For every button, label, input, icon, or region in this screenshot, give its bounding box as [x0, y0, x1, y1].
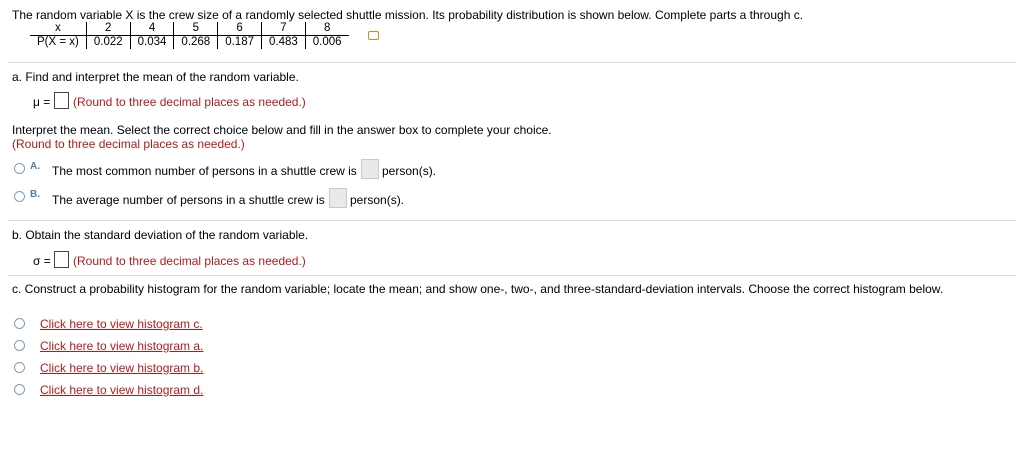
std-dev-answer-box[interactable] — [54, 251, 69, 268]
choice-a-text: The most common number of persons in a shuttle crew is — [52, 164, 357, 178]
sigma-label: σ = — [33, 254, 51, 268]
table-x-value: 6 — [218, 22, 262, 36]
divider — [8, 220, 1016, 221]
table-x-value: 5 — [174, 22, 218, 36]
problem-intro: The random variable X is the crew size of a randomly selected shuttle mission. Its probability distribution is shown below. Complete parts a through c. — [12, 8, 804, 22]
table-p-value: 0.483 — [261, 36, 305, 50]
choice-a-answer-box[interactable] — [361, 159, 379, 179]
interpret-prompt: Interpret the mean. Select the correct choice below and fill in the answer box to complete your choice. — [12, 123, 552, 137]
table-row-p — [30, 36, 349, 50]
table-p-value: 0.034 — [130, 36, 174, 50]
divider — [8, 275, 1016, 276]
histogram-a-link[interactable]: Click here to view histogram a. — [40, 339, 204, 353]
probability-distribution-table — [30, 22, 349, 49]
choice-b-answer-box[interactable] — [329, 188, 347, 208]
histogram-c-radio[interactable] — [14, 318, 25, 329]
choice-b-radio[interactable] — [14, 191, 25, 202]
table-row-x — [30, 22, 349, 36]
table-x-label: x — [30, 22, 86, 36]
histogram-a-radio[interactable] — [14, 340, 25, 351]
std-dev-round-note: (Round to three decimal places as needed.) — [73, 254, 306, 268]
choice-b-unit: person(s). — [350, 193, 405, 207]
table-x-value: 8 — [305, 22, 348, 36]
table-p-value: 0.268 — [174, 36, 218, 50]
table-p-label: P(X = x) — [37, 36, 79, 48]
histogram-b-link[interactable]: Click here to view histogram b. — [40, 361, 204, 375]
part-a-heading: a. Find and interpret the mean of the random variable. — [12, 70, 299, 84]
table-p-value: 0.022 — [86, 36, 130, 50]
table-x-value: 4 — [130, 22, 174, 36]
histogram-d-link[interactable]: Click here to view histogram d. — [40, 383, 204, 397]
histogram-b-radio[interactable] — [14, 362, 25, 373]
table-x-value: 7 — [261, 22, 305, 36]
interpret-round-note: (Round to three decimal places as needed.) — [12, 137, 245, 151]
mean-round-note: (Round to three decimal places as needed.) — [73, 95, 306, 109]
table-x-value: 2 — [86, 22, 130, 36]
part-b-heading: b. Obtain the standard deviation of the random variable. — [12, 228, 309, 242]
divider — [8, 62, 1016, 63]
histogram-d-radio[interactable] — [14, 384, 25, 395]
table-p-value: 0.006 — [305, 36, 348, 50]
histogram-c-link[interactable]: Click here to view histogram c. — [40, 317, 203, 331]
choice-a-radio[interactable] — [14, 163, 25, 174]
table-p-value: 0.187 — [218, 36, 262, 50]
choice-b-letter: B. — [30, 189, 40, 200]
choice-b-text: The average number of persons in a shuttle crew is — [52, 193, 325, 207]
choice-a-unit: person(s). — [382, 164, 437, 178]
choice-a-letter: A. — [30, 161, 40, 172]
part-c-heading: c. Construct a probability histogram for the random variable; locate the mean; and show one-, two-, and three-standard-deviation intervals. Choose the correct histogram below. — [12, 282, 944, 296]
mu-label: μ = — [33, 95, 51, 109]
mean-answer-box[interactable] — [54, 92, 69, 109]
popout-icon[interactable] — [368, 31, 379, 40]
